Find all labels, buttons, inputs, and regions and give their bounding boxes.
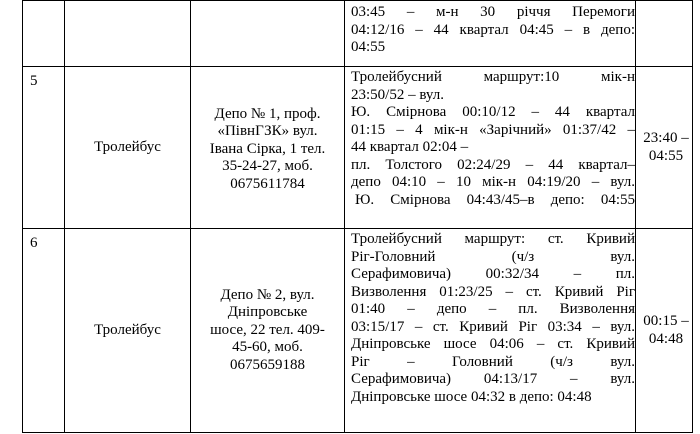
table-row [23, 229, 693, 433]
route-line: 23:50/52 – вул. [351, 86, 444, 103]
cell-number [23, 1, 65, 67]
row-number: 6 [30, 235, 38, 251]
cell-depot [191, 1, 345, 67]
route-line: 04:12/16 – 44 квартал 04:45 – в депо: [351, 21, 635, 38]
route-line: депо 04:10 – 10 мік-н 04:19/20 – вул. [351, 174, 635, 190]
cell-transport-type [65, 1, 191, 67]
route-line: 01:15 – 4 мік-н «Зарічний» 01:37/42 – [351, 121, 635, 138]
transport-type: Тролейбус [94, 138, 161, 155]
route-line: пл. Толстого 02:24/29 – 44 квартал– [351, 156, 635, 173]
cell-time [636, 229, 693, 433]
depot-line: 45-60, моб. [232, 339, 303, 356]
route-line: 04:55 [351, 39, 386, 55]
route-line: Серафимовича) 04:13/17 – вул. [351, 371, 635, 387]
route-line: Ріг – Головний (ч/з вул. [351, 353, 635, 370]
time-line: 04:48 [648, 330, 684, 347]
cell-time [636, 67, 693, 229]
depot-line: «ПівнГЗК» вул. [217, 123, 318, 140]
table-row [23, 1, 693, 67]
time-line: 04:55 [648, 147, 684, 164]
route-line: Дніпровське шосе 04:32 в депо: 04:48 [351, 388, 592, 405]
route-line: Тролейбусний маршрут:10 мік-н [351, 69, 635, 85]
depot-line: Депо № 1, проф. [214, 105, 321, 122]
route-line: Тролейбусний маршрут: ст. Кривий [351, 231, 635, 247]
route-line: Ріг-Головний (ч/з вул. [351, 248, 635, 265]
depot-line: Депо № 2, вул. [220, 286, 315, 303]
cell-number [23, 67, 65, 229]
cell-transport-type [65, 67, 191, 229]
route-line: 44 квартал 02:04 – [351, 139, 469, 155]
depot-line: шосе, 22 тел. 409- [210, 321, 325, 338]
route-line: Визволення 01:23/25 – ст. Кривий Ріг [351, 283, 635, 300]
row-number: 5 [30, 73, 38, 89]
cell-time [636, 1, 693, 67]
cell-route [345, 1, 636, 67]
route-line: Ю. Смірнова 00:10/12 – 44 квартал [351, 104, 635, 120]
depot-line: 35-24-27, моб. [222, 158, 313, 175]
route-line: 01:40 – депо – пл. Визволення [351, 301, 635, 317]
route-line: Ю. Смірнова 04:43/45–в депо: 04:55 [355, 191, 635, 208]
time-line: 23:40 – [643, 130, 689, 146]
cell-route [345, 229, 636, 433]
route-line: 03:45 – м-н 30 річчя Перемоги [351, 4, 635, 20]
transport-type: Тролейбус [94, 321, 161, 338]
route-line: Серафимовича) 00:32/34 – пл. [351, 266, 635, 282]
schedule-table [22, 0, 693, 433]
table-row [23, 67, 693, 229]
depot-line: Івана Сірка, 1 тел. [209, 140, 326, 157]
time-line: 00:15 – [643, 313, 689, 329]
cell-route [345, 67, 636, 229]
cell-number [23, 229, 65, 433]
cell-transport-type [65, 229, 191, 433]
route-line: 03:15/17 – ст. Кривий Ріг 03:34 – вул. [351, 318, 635, 335]
route-line: Дніпровське шосе 04:06 – ст. Кривий [351, 336, 635, 352]
depot-line: Дніпровське [227, 304, 308, 321]
cell-depot [191, 67, 345, 229]
depot-line: 0675611784 [230, 175, 305, 192]
cell-depot [191, 229, 345, 433]
depot-line: 0675659188 [230, 356, 305, 373]
